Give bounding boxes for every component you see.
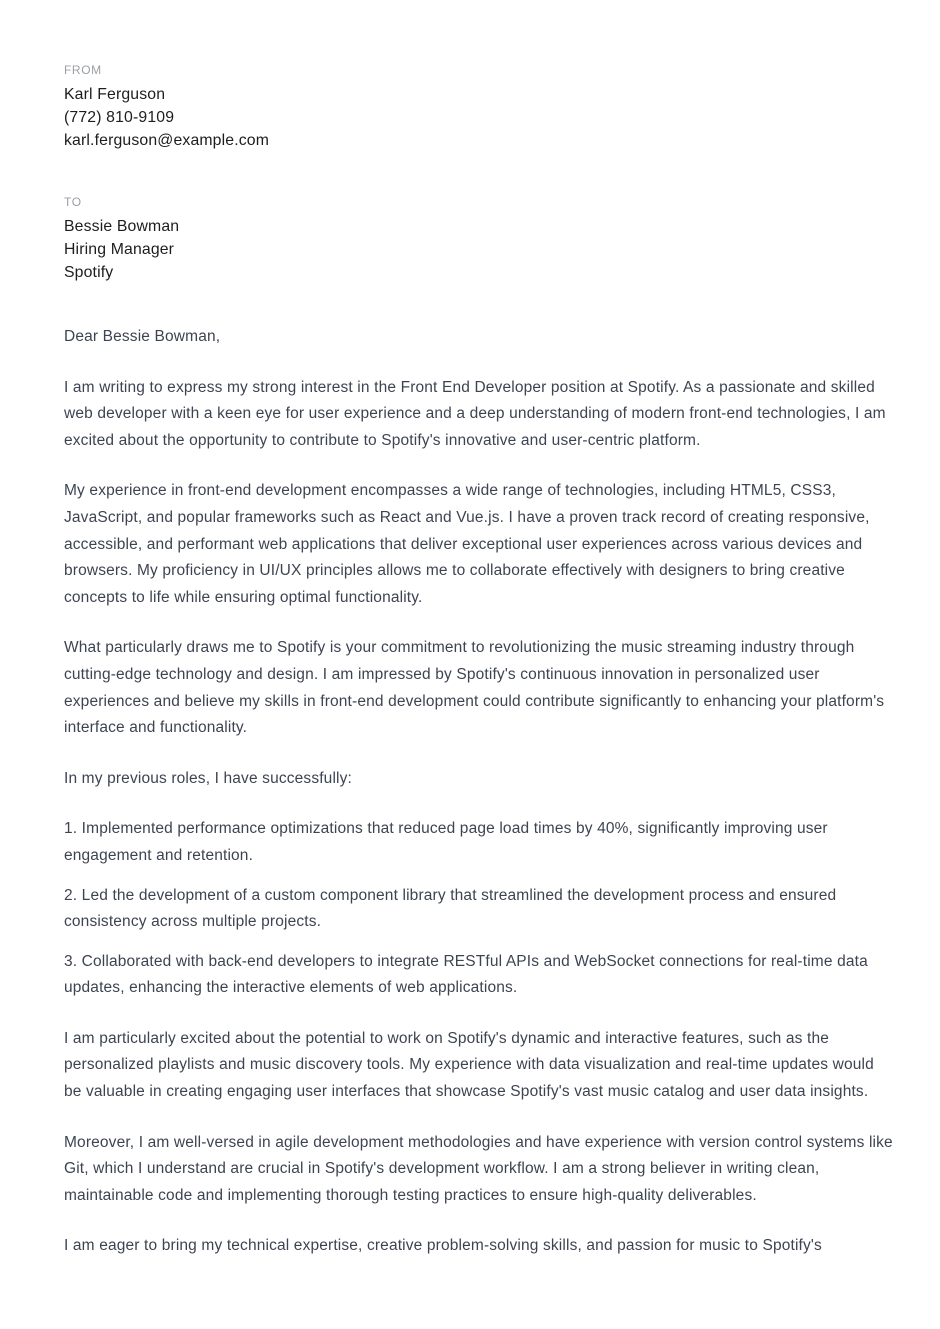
letter-paragraph: My experience in front-end development encompasses a wide range of technologies, including HTML5, CSS3, JavaScript, and popular frameworks such as React and Vue.js. I have a proven track record of creating responsive, accessible, and performant web applications that deliver exceptional user experiences across various devices and browsers. My proficiency in UI/UX principles allows me to collaborate effectively with designers to bring creative concepts to life while ensuring optimal functionality. — [64, 482, 870, 606]
letter-paragraph: Moreover, I am well-versed in agile development methodologies and have experience with version control systems like Git, which I understand are crucial in Spotify's development workflow. I am a strong believer in writing clean, maintainable code and implementing thorough testing practices to ensure high-quality deliverables. — [64, 1133, 893, 1204]
letter-paragraph: I am writing to express my strong interest in the Front End Developer position at Spotify. As a passionate and skilled web developer with a keen eye for user experience and a deep understanding of modern front-end technologies, I am excited about the opportunity to contribute to Spotify's innovative and user-centric platform. — [64, 378, 886, 449]
recipient-title: Hiring Manager — [64, 241, 175, 258]
achievement-item: 2. Led the development of a custom component library that streamlined the development process and ensured consistency across multiple projects. — [64, 886, 837, 931]
letter-paragraph: What particularly draws me to Spotify is your commitment to revolutionizing the music streaming industry through cutting-edge technology and design. I am impressed by Spotify's continuous innovation in personalized user experiences and believe my skills in front-end development could contribute significantly to enhancing your platform's interface and functionality. — [64, 639, 885, 737]
letter-paragraph: I am eager to bring my technical expertise, creative problem-solving skills, and passion for music to Spotify's — [64, 1237, 822, 1255]
letter-paragraph: I am particularly excited about the potential to work on Spotify's dynamic and interactive features, such as the personalized playlists and music discovery tools. My experience with data visualization and real-time updates would be valuable in creating engaging user interfaces that showcase Spotify's vast music catalog and user data insights. — [64, 1029, 874, 1101]
sender-block — [64, 62, 893, 152]
letter-body — [64, 324, 893, 1260]
sender-name: Karl Ferguson — [64, 86, 166, 103]
to-label: TO — [64, 195, 82, 209]
recipient-name: Bessie Bowman — [64, 218, 180, 235]
achievement-item: 3. Collaborated with back-end developers to integrate RESTful APIs and WebSocket connections for real-time data updates, enhancing the interactive elements of web applications. — [64, 952, 868, 997]
letter-paragraph: In my previous roles, I have successfully: — [64, 769, 352, 787]
sender-email: karl.ferguson@example.com — [64, 132, 270, 149]
from-label: FROM — [64, 63, 102, 77]
salutation: Dear Bessie Bowman, — [64, 328, 221, 345]
achievement-item: 1. Implemented performance optimizations that reduced page load times by 40%, significantly improving user engagement and retention. — [64, 820, 828, 864]
recipient-block — [64, 194, 893, 284]
recipient-company: Spotify — [64, 264, 114, 281]
sender-phone: (772) 810-9109 — [64, 109, 175, 126]
